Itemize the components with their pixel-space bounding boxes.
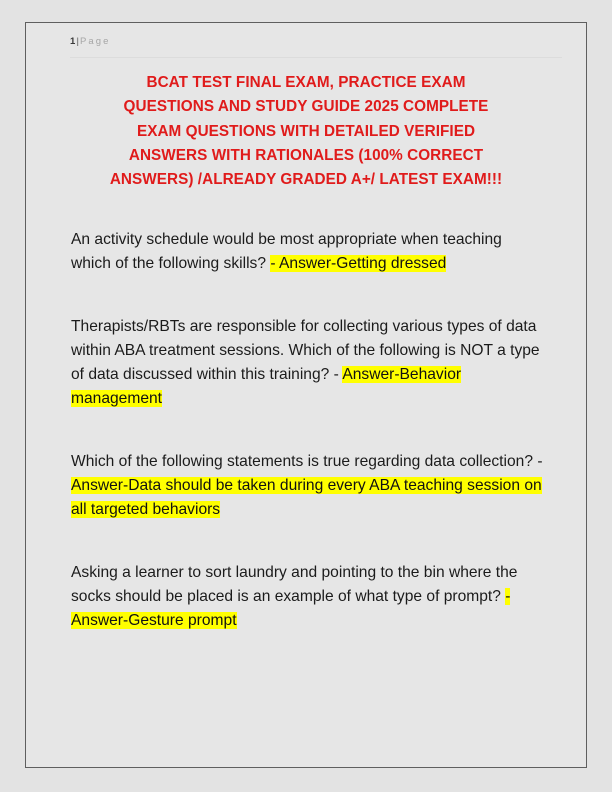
answer-dash: - [333, 366, 343, 384]
page-header-separator: | [76, 36, 79, 47]
question-text: Asking a learner to sort laundry and pointing to the bin where the socks should be placed is an example of what type of prompt? [71, 563, 518, 605]
qa-block [71, 561, 545, 634]
question-answer-list [71, 228, 545, 634]
highlighted-answer-text: Answer-Data should be taken during every ABA teaching session on all targeted behaviors [71, 477, 542, 519]
document-title-line: EXAM QUESTIONS WITH DETAILED VERIFIED [136, 122, 476, 140]
question-text: An activity schedule would be most appropriate when teaching which of the following skills? [71, 231, 502, 273]
page-number: 1 [70, 36, 76, 47]
document-title-line: ANSWERS) /ALREADY GRADED A+/ LATEST EXAM!!! [109, 171, 503, 189]
header-divider [70, 57, 562, 58]
document-page [25, 22, 587, 768]
highlighted-answer-text: - Answer-Getting dressed [270, 255, 447, 273]
highlighted-answer-text: - Answer-Gesture prompt [71, 587, 511, 630]
document-title-line: QUESTIONS AND STUDY GUIDE 2025 COMPLETE [123, 98, 489, 116]
qa-block [71, 315, 545, 412]
document-title-line: ANSWERS WITH RATIONALES (100% CORRECT [128, 146, 484, 164]
qa-block [71, 228, 545, 277]
document-title [48, 71, 564, 192]
page-header-text [70, 35, 542, 49]
document-content-area [26, 23, 586, 767]
page-header-label: Page [79, 36, 111, 47]
question-text: Therapists/RBTs are responsible for collecting various types of data within ABA treatment sessions. Which of the following is NOT a type of data discussed within this training? [71, 317, 540, 384]
question-text: Which of the following statements is true regarding data collection? [71, 452, 538, 470]
qa-block [71, 450, 545, 523]
highlighted-answer-text: Answer-Behavior management [71, 366, 462, 408]
document-title-line: BCAT TEST FINAL EXAM, PRACTICE EXAM [146, 74, 466, 91]
answer-dash: - [537, 452, 543, 470]
